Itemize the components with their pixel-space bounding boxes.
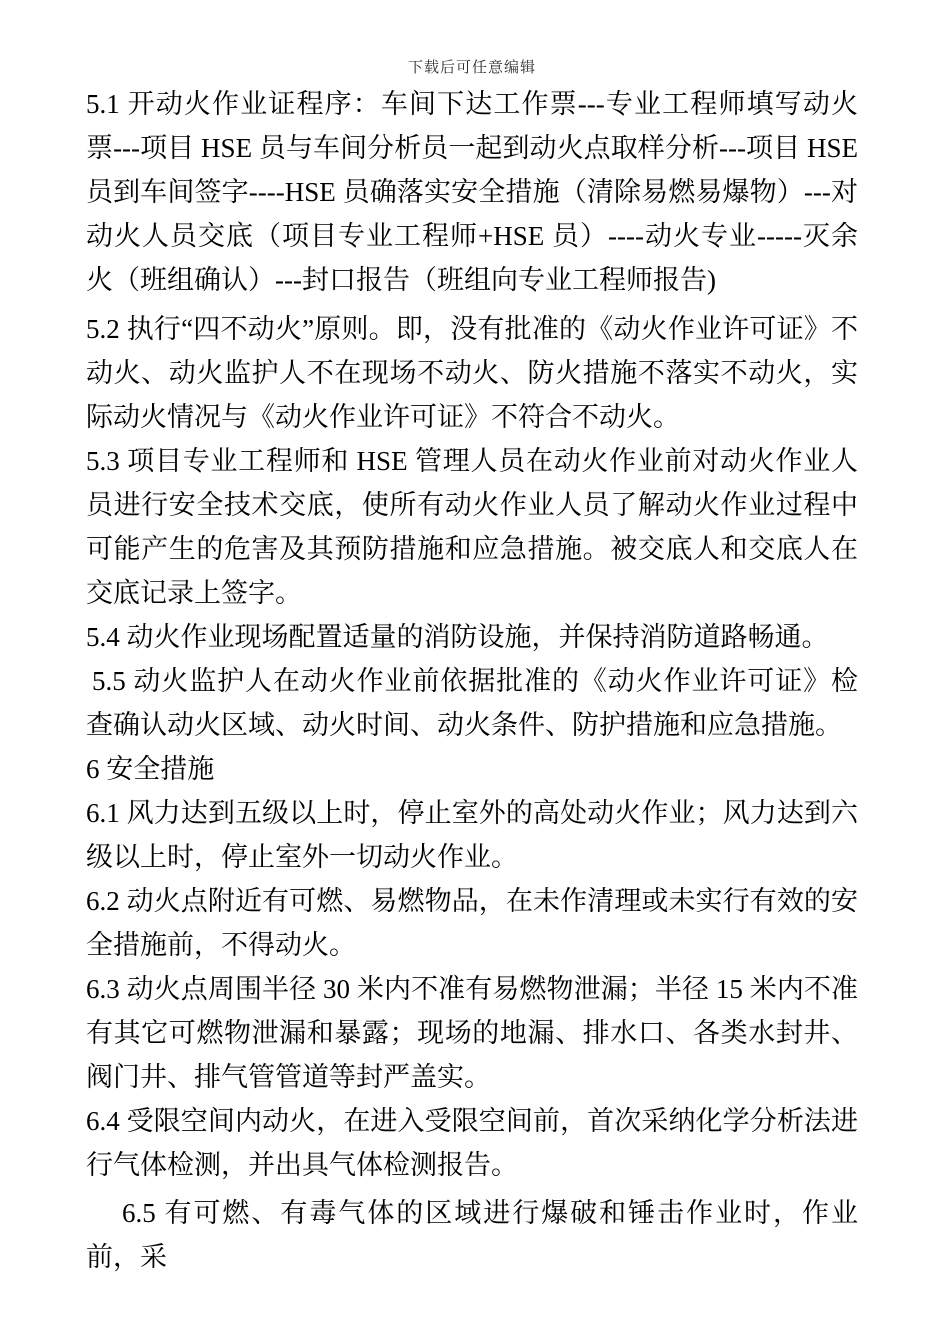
paragraph-5-4-fire-fighting-facilities: 5.4 动火作业现场配置适量的消防设施，并保持消防道路畅通。 [86,622,829,652]
paragraph-6-3-radius-leak-limits: 6.3 动火点周围半径 30 米内不准有易燃物泄漏；半径 15 米内不准有其它可燃物泄漏和暴露；现场的地漏、排水口、各类水封井、阀门井、排气管管道等封严盖实。 [86,974,858,1092]
paragraph-5-3-safety-technical-briefing: 5.3 项目专业工程师和 HSE 管理人员在动火作业前对动火作业人员进行安全技术交底，使所有动火作业人员了解动火作业过程中可能产生的危害及其预防措施和应急措施。被交底人和交底人在交底记录上签字。 [86,446,858,608]
heading-6-safety-measures: 6 安全措施 [86,754,215,784]
paragraph-6-4-confined-space-gas-test: 6.4 受限空间内动火，在进入受限空间前，首次采纳化学分析法进行气体检测，并出具气体检测报告。 [86,1106,858,1180]
download-edit-note: 下载后可任意编辑 [407,60,536,76]
paragraph-5-2-four-no-fire-principle: 5.2 执行“四不动火”原则。即，没有批准的《动火作业许可证》不动火、动火监护人不在现场不动火、防火措施不落实不动火，实际动火情况与《动火作业许可证》不符合不动火。 [86,314,858,432]
document-body [86,82,858,1279]
paragraph-6-5-blasting-hammering-areas: 6.5 有可燃、有毒气体的区域进行爆破和锤击作业时，作业前，采 [86,1198,858,1272]
paragraph-5-5-fire-watcher-check: 5.5 动火监护人在动火作业前依据批准的《动火作业许可证》检查确认动火区域、动火时间、动火条件、防护措施和应急措施。 [86,666,858,740]
paragraph-5-1-hot-work-permit-procedure: 5.1 开动火作业证程序：车间下达工作票---专业工程师填写动火票---项目 HSE 员与车间分析员一起到动火点取样分析---项目 HSE 员到车间签字----HSE 员确落实安全措施（清除易燃易爆物）---对动火人员交底（项目专业工程师+HSE 员）----动火专业-----灭余火（班组确认）---封口报告（班组向专业工程师报告) [86,89,858,295]
paragraph-6-1-wind-level-limits: 6.1 风力达到五级以上时，停止室外的高处动火作业；风力达到六级以上时，停止室外一切动火作业。 [86,798,858,872]
paragraph-6-2-flammable-items-nearby: 6.2 动火点附近有可燃、易燃物品，在未作清理或未实行有效的安全措施前，不得动火。 [86,886,858,960]
